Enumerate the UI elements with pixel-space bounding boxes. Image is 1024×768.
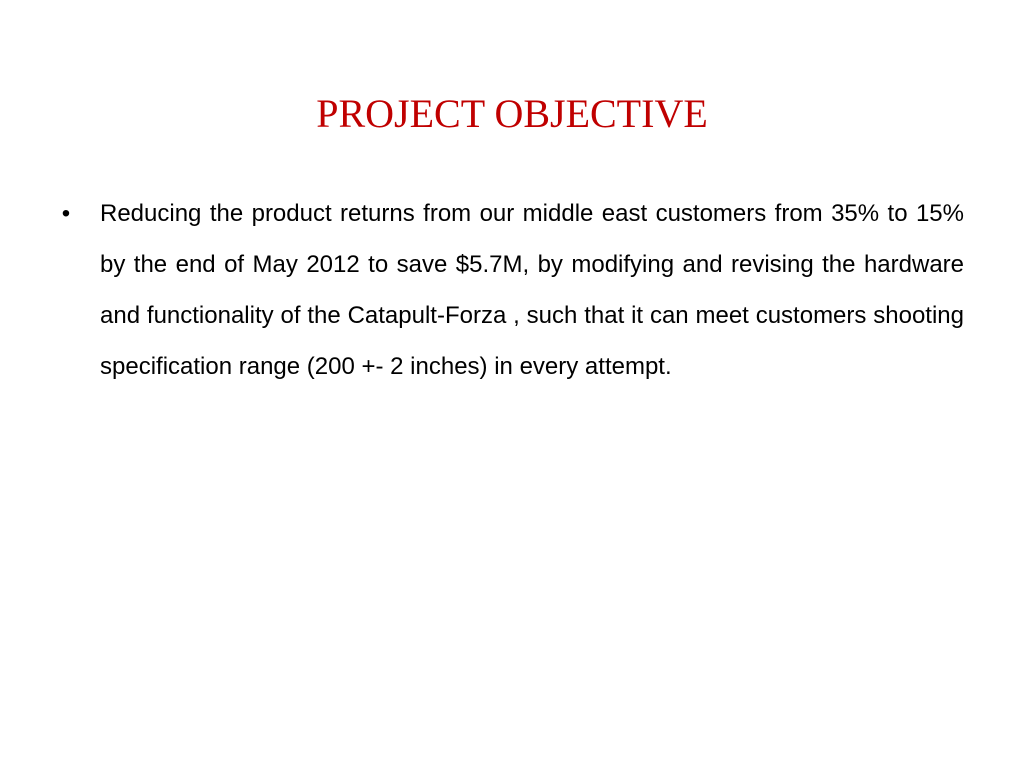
bullet-text: Reducing the product returns from our middle east customers from 35% to 15% by the end of May 2012 to save $5.7M, by modifying and revising the hardware and functionality of the Catapult-Forza , such that it can meet customers shooting specification range (200 +- 2 inches) in every attempt. (100, 200, 964, 380)
bullet-marker-icon: • (61, 200, 71, 227)
bullet-item (56, 188, 964, 392)
bullet-list (56, 188, 964, 392)
slide-title: PROJECT OBJECTIVE (316, 91, 708, 136)
